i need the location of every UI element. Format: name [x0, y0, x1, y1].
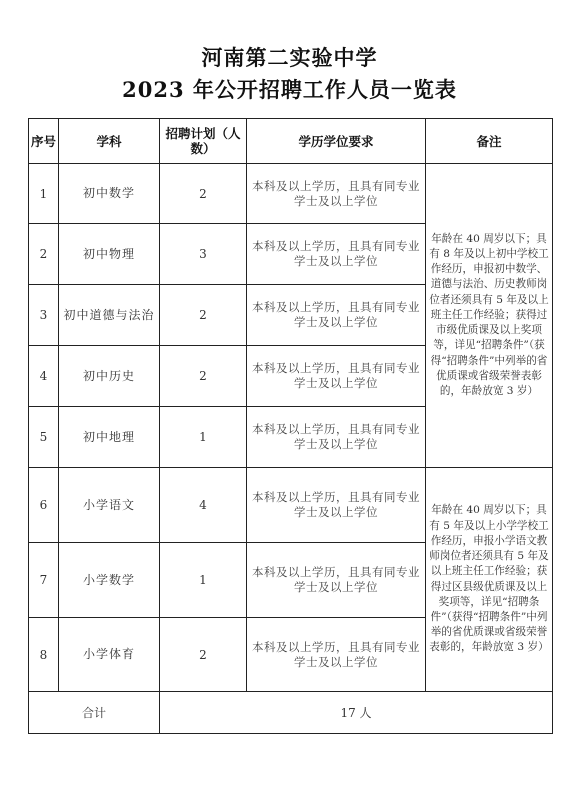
row-edu: 本科及以上学历，且具有同专业学士及以上学位 — [247, 164, 426, 224]
row-edu: 本科及以上学历，且具有同专业学士及以上学位 — [247, 285, 426, 346]
row-count: 3 — [160, 224, 247, 285]
row-subject: 小学数学 — [59, 543, 160, 618]
row-count: 1 — [160, 543, 247, 618]
row-subject: 初中地理 — [59, 407, 160, 468]
row-count: 2 — [160, 164, 247, 224]
row-no: 5 — [29, 407, 59, 468]
total-row — [29, 692, 553, 734]
row-edu: 本科及以上学历，且具有同专业学士及以上学位 — [247, 224, 426, 285]
header-edu: 学历学位要求 — [247, 119, 426, 164]
row-subject: 小学语文 — [59, 468, 160, 543]
row-edu: 本科及以上学历，且具有同专业学士及以上学位 — [247, 468, 426, 543]
table-row — [29, 164, 553, 224]
row-subject: 初中历史 — [59, 346, 160, 407]
note-middle-school: 年龄在 40 周岁以下；具有 8 年及以上初中学校工作经历，申报初中数学、道德与法治、历史教师岗位者还须具有 5 年及以上班主任工作经验；获得过市级优质课及以上奖项等，详见“招聘条件”（获得“招聘条件”中列举的省优质课或省级荣誉表彰的，年龄放宽 3 岁） — [426, 164, 553, 468]
row-subject: 小学体育 — [59, 618, 160, 692]
row-subject: 初中物理 — [59, 224, 160, 285]
note-primary-school: 年龄在 40 周岁以下；具有 5 年及以上小学学校工作经历，申报小学语文教师岗位者还须具有 5 年及以上班主任工作经验；获得过区县级优质课及以上奖项等，详见“招聘条件”（获得“招聘条件”中列举的省优质课或省级荣誉表彰的，年龄放宽 3 岁） — [426, 468, 553, 692]
table-row — [29, 468, 553, 543]
header-no: 序号 — [29, 119, 59, 164]
recruitment-table — [28, 118, 553, 734]
row-no: 3 — [29, 285, 59, 346]
row-edu: 本科及以上学历，且具有同专业学士及以上学位 — [247, 346, 426, 407]
total-value: 17 人 — [160, 692, 553, 734]
row-edu: 本科及以上学历，且具有同专业学士及以上学位 — [247, 618, 426, 692]
row-subject: 初中数学 — [59, 164, 160, 224]
row-count: 1 — [160, 407, 247, 468]
page-title-line1: 河南第二实验中学 — [201, 45, 378, 70]
header-note: 备注 — [426, 119, 553, 164]
row-no: 1 — [29, 164, 59, 224]
row-no: 8 — [29, 618, 59, 692]
row-edu: 本科及以上学历，且具有同专业学士及以上学位 — [247, 407, 426, 468]
row-count: 2 — [160, 618, 247, 692]
row-count: 2 — [160, 346, 247, 407]
header-subject: 学科 — [59, 119, 160, 164]
row-subject: 初中道德与法治 — [59, 285, 160, 346]
header-plan: 招聘计划（人数） — [160, 119, 247, 164]
page-title-line2: 2023 年公开招聘工作人员一览表 — [122, 77, 457, 102]
total-label: 合计 — [29, 692, 160, 734]
row-count: 2 — [160, 285, 247, 346]
header-row — [29, 119, 553, 164]
row-no: 7 — [29, 543, 59, 618]
row-count: 4 — [160, 468, 247, 543]
row-no: 2 — [29, 224, 59, 285]
row-edu: 本科及以上学历，且具有同专业学士及以上学位 — [247, 543, 426, 618]
row-no: 4 — [29, 346, 59, 407]
row-no: 6 — [29, 468, 59, 543]
